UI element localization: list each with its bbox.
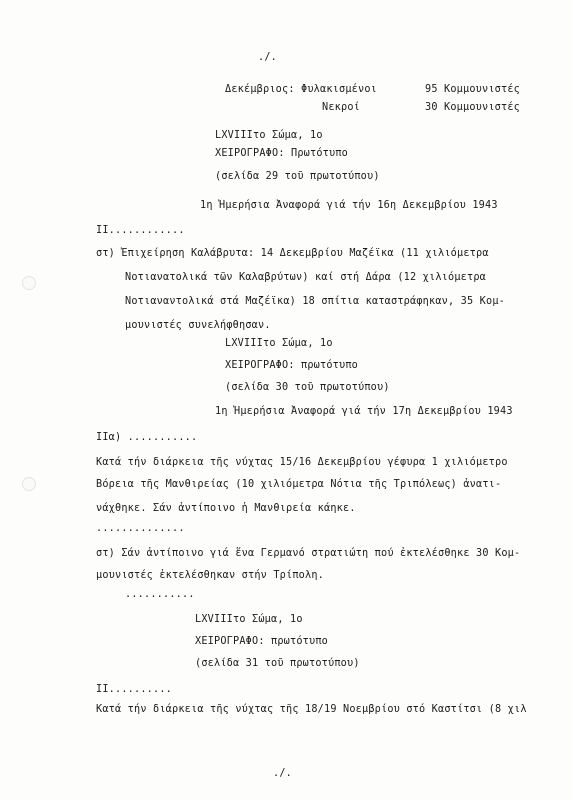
summary-prisoners-label: Δεκέμβριος: Φυλακισμένοι [225,84,378,95]
source3-corps: LXVIIIτο Σώμα, 1ο [195,614,303,625]
item-st1-line1: στ) Ἐπιχείρηση Καλάβρυτα: 14 Δεκεμβρίου Μαζέϊκα (11 χιλιόμετρα [96,248,489,259]
source1-manuscript: ΧΕΙΡΟΓΡΑΦΟ: Πρωτότυπο [215,148,349,159]
source3-manuscript: ΧΕΙΡΟΓΡΑΦΟ: πρωτότυπο [195,636,329,647]
item-st2-line1: στ) Σάν ἀντίποινο γιά ἕνα Γερμανό στρατιώτη πού ἐκτελέσθηκε 30 Κομ- [96,548,521,559]
item-last-line: Κατά τήν διάρκεια τῆς νύχτας τῆς 18/19 Νοεμβρίου στό Καστίτσι (8 χιλ [96,704,527,715]
item-iia-line1: Κατά τήν διάρκεια τῆς νύχτας 15/16 Δεκεμβρίου γέφυρα 1 χιλιόμετρο [96,457,508,468]
summary-dead-label: Νεκροί [322,102,361,113]
item-st1-line2: Νοτιανατολικά τῶν Καλαβρύτων) καί στή Δάρα (12 χιλιόμετρα [125,272,487,283]
section-ii-dots: II............ [96,225,185,236]
source2-manuscript: ΧΕΙΡΟΓΡΑΦΟ: πρωτότυπο [225,360,359,371]
item-st1-line4: μουνιστές συνελήφθησαν. [125,320,271,331]
ellipsis-separator: .............. [96,523,185,534]
source1-page: (σελίδα 29 τοῦ πρωτοτύπου) [215,171,380,182]
item-st1-line3: Νοτιαναντολικά στά Μαζέϊκα) 18 σπίτια καταστράφηκαν, 35 Κομ- [125,296,506,307]
item-iia-line2: Βόρεια τῆς Μανθιρείας (10 χιλιόμετρα Νότια τῆς Τριπόλεως) ἀνατι- [96,479,502,490]
punch-hole [22,477,36,491]
source1-report: 1η Ἡμερήσια Ἀναφορά γιά τήν 16η Δεκεμβρίου 1943 [200,200,498,211]
punch-hole [22,276,36,290]
source2-corps: LXVIIIτο Σώμα, 1ο [225,338,333,349]
section-iia-dots: IIα) ........... [96,432,198,443]
footer-mark: ./. [273,768,293,779]
source2-report: 1η Ἡμερήσια Ἀναφορά γιά τήν 17η Δεκεμβρίου 1943 [215,406,513,417]
source2-page: (σελίδα 30 τοῦ πρωτοτύπου) [225,382,390,393]
item-iia-line3: νάχθηκε. Σάν ἀντίποινο ἡ Μανθιρεία κάηκε. [96,503,356,514]
item-st2-line2: μουνιστές ἐκτελέσθηκαν στήν Τρίπολη. [96,570,325,581]
header-mark: ./. [258,52,278,63]
section-ii2-dots: II.......... [96,684,173,695]
source3-page: (σελίδα 31 τοῦ πρωτοτύπου) [195,658,360,669]
summary-prisoners-value: 95 Κομμουνιστές [425,84,521,95]
source1-corps: LXVIIIτο Σώμα, 1ο [215,130,323,141]
summary-dead-value: 30 Κομμουνιστές [425,102,521,113]
ellipsis-separator: ........... [125,589,195,600]
